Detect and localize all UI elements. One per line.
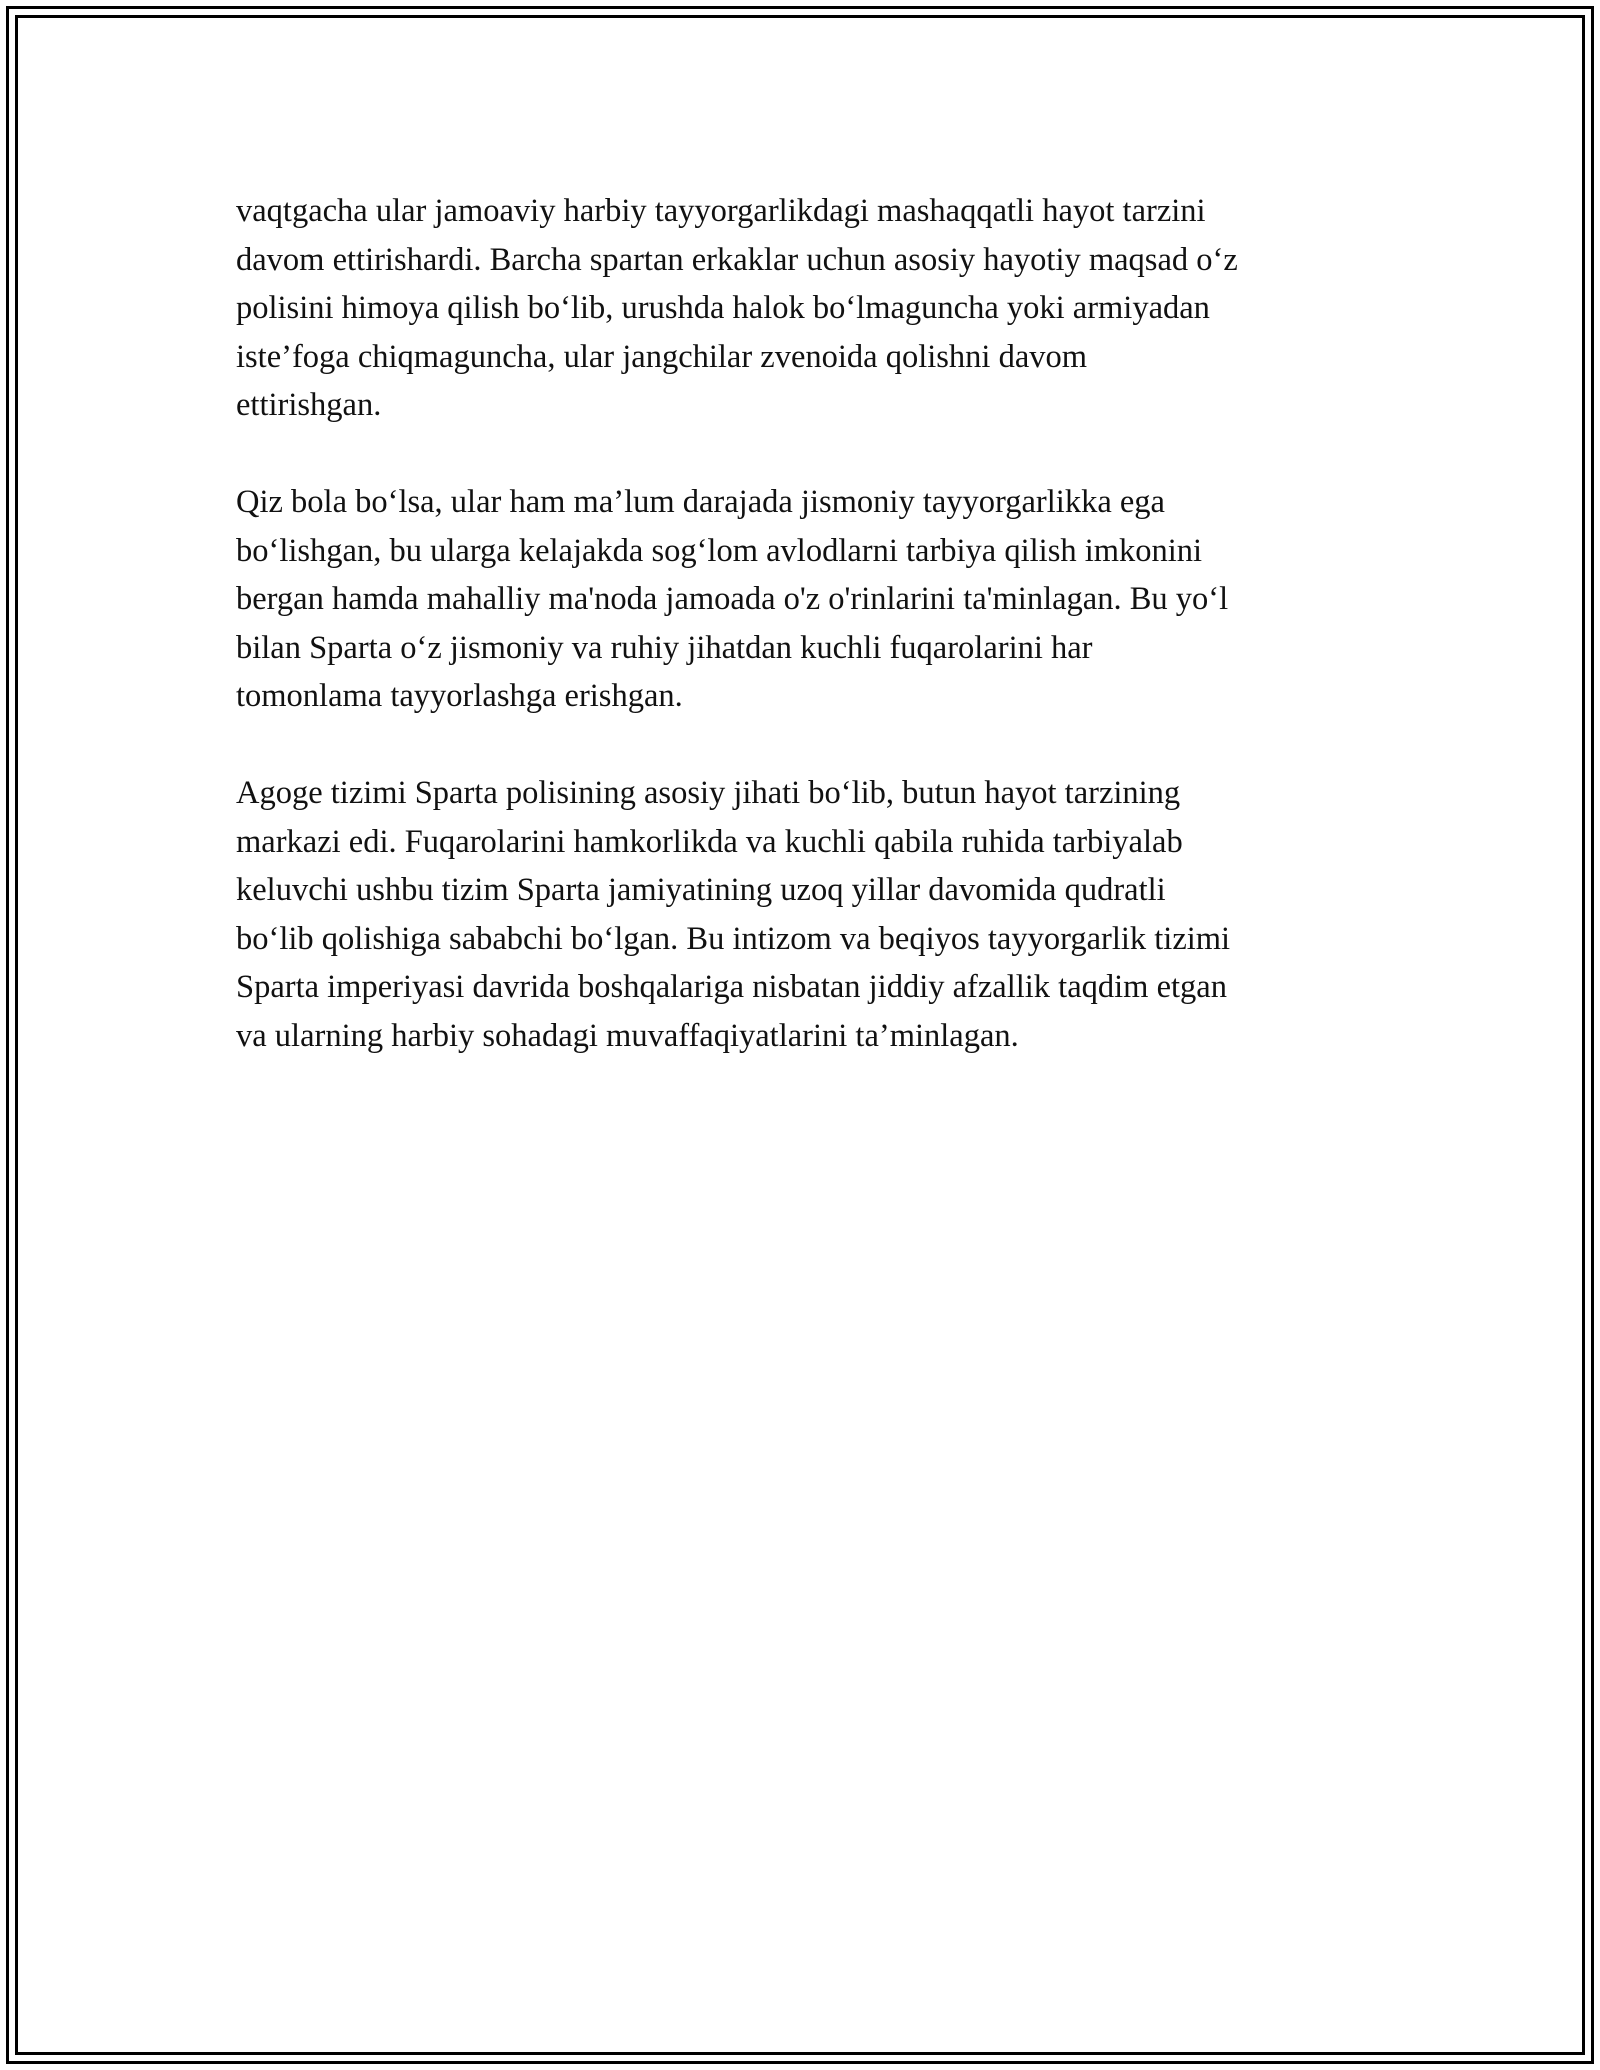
text-line: polisini himoya qilish bo‘lib, urushda halok bo‘lmaguncha yoki armiyadan — [236, 290, 1210, 326]
text-line: bo‘lib qolishiga sababchi bo‘lgan. Bu intizom va beqiyos tayyorgarlik tizimi — [236, 920, 1231, 957]
text-line: iste’foga chiqmaguncha, ular jangchilar zvenoida qolishni davom — [236, 338, 1088, 375]
text-line: keluvchi ushbu tizim Sparta jamiyatining uzoq yillar davomida qudratli — [236, 872, 1166, 908]
text-line: davom ettirishardi. Barcha spartan erkaklar uchun asosiy hayotiy maqsad o‘z — [236, 241, 1238, 278]
text-line: vaqtgacha ular jamoaviy harbiy tayyorgarlikdagi mashaqqatli hayot tarzini — [236, 193, 1206, 229]
text-line: bo‘lishgan, bu ularga kelajakda sog‘lom avlodlarni tarbiya qilish imkonini — [236, 532, 1203, 569]
text-line: tomonlama tayyorlashga erishgan. — [236, 678, 683, 714]
text-line: bilan Sparta o‘z jismoniy va ruhiy jihatdan kuchli fuqarolarini har — [236, 629, 1093, 666]
document-body — [236, 187, 1396, 1109]
text-line: ettirishgan. — [236, 387, 382, 423]
text-line: bergan hamda mahalliy ma'noda jamoada o'z o'rinlarini ta'minlagan. Bu yo‘l — [236, 581, 1229, 617]
paragraph — [236, 769, 1396, 1060]
paragraph — [236, 187, 1396, 430]
text-line: markazi edi. Fuqarolarini hamkorlikda va kuchli qabila ruhida tarbiyalab — [236, 823, 1183, 860]
text-line: Qiz bola bo‘lsa, ular ham ma’lum darajada jismoniy tayyorgarlikka ega — [236, 484, 1165, 520]
text-line: Sparta imperiyasi davrida boshqalariga nisbatan jiddiy afzallik taqdim etgan — [236, 969, 1227, 1005]
paragraph — [236, 478, 1396, 721]
text-line: va ularning harbiy sohadagi muvaffaqiyatlarini ta’minlagan. — [236, 1017, 1019, 1054]
text-line: Agoge tizimi Sparta polisining asosiy jihati bo‘lib, butun hayot tarzining — [236, 775, 1181, 811]
